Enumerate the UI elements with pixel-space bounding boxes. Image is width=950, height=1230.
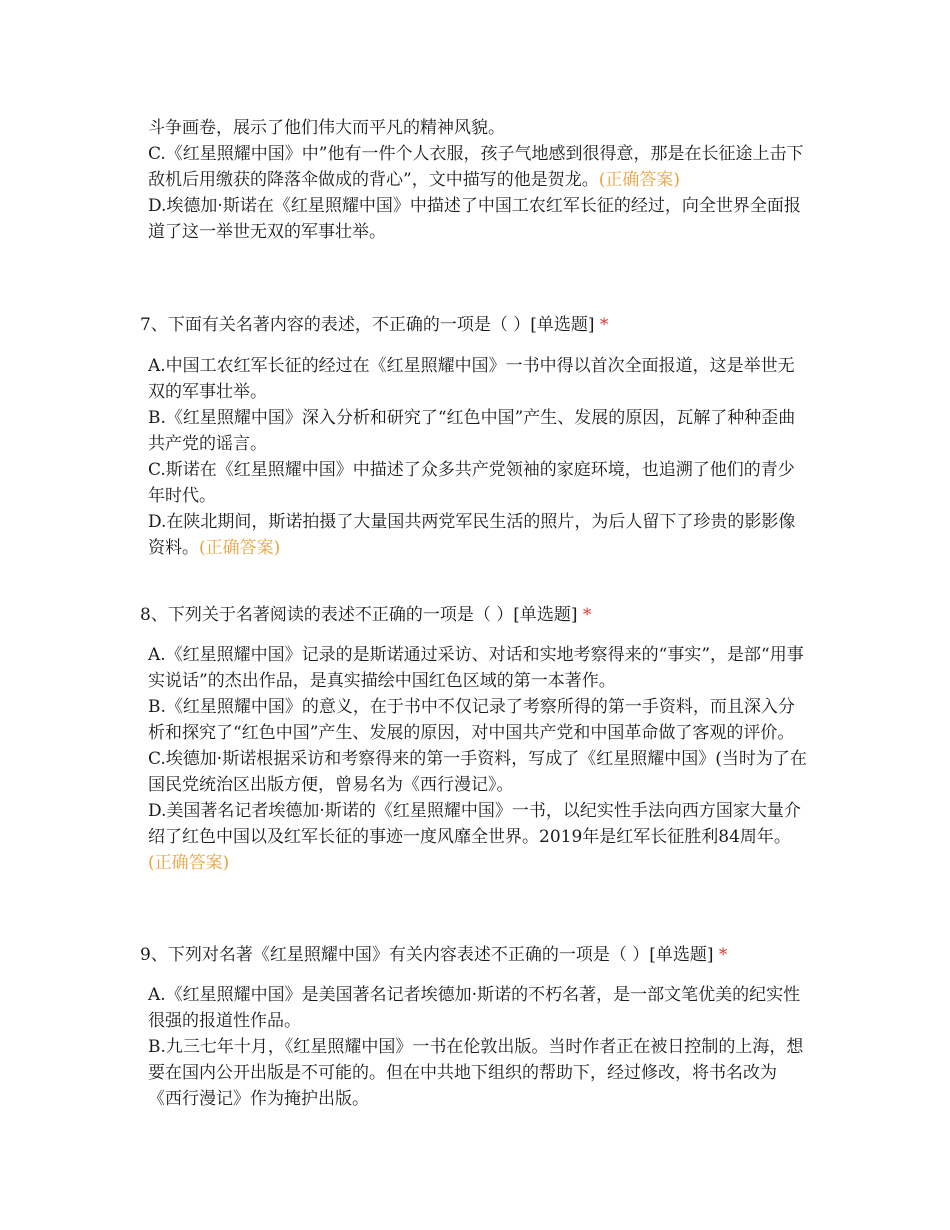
option-text: B.《红星照耀中国》深入分析和研究了“红色中国”产生、发展的原因，瓦解了种种歪曲共产党的谣言。 <box>148 408 796 454</box>
option-c[interactable] <box>148 457 810 509</box>
required-mark: * <box>599 315 609 335</box>
option-c[interactable] <box>148 141 810 193</box>
option-a[interactable] <box>148 353 810 405</box>
option-text: B.九三七年十月，《红星照耀中国》一书在伦敦出版。当时作者正在被日控制的上海，想要在国内公开出版是不可能的。但在中共地下组织的帮助下，经过修改，将书名改为《西行漫记》作为掩护出版。 <box>148 1037 804 1109</box>
option-a[interactable] <box>148 982 810 1034</box>
option-text: A.《红星照耀中国》是美国著名记者埃德加·斯诺的不朽名著，是一部文笔优美的纪实性很强的报道性作品。 <box>148 985 801 1031</box>
option-text: A.《红星照耀中国》记录的是斯诺通过采访、对话和实地考察得来的“事实”，是部“用事实说话”的杰出作品，是真实描绘中国红色区域的第一本著作。 <box>148 645 804 691</box>
option-d[interactable] <box>148 509 810 561</box>
option-b[interactable] <box>148 694 810 746</box>
option-text: C.斯诺在《红星照耀中国》中描述了众多共产党领袖的家庭环境，也追溯了他们的青少年时代。 <box>148 460 795 506</box>
option-text: D.埃德加·斯诺在《红星照耀中国》中描述了中国工农红军长征的经过，向全世界全面报道了这一举世无双的军事壮举。 <box>148 196 801 242</box>
option-b[interactable] <box>148 405 810 457</box>
question-6-continuation <box>148 115 810 245</box>
option-text: B.《红星照耀中国》的意义，在于书中不仅记录了考察所得的第一手资料，而且深入分析和探究了“红色中国”产生、发展的原因，对中国共产党和中国革命做了客观的评价。 <box>148 697 795 743</box>
option-c[interactable] <box>148 746 810 798</box>
question-7-options <box>148 353 810 561</box>
option-d[interactable] <box>148 193 810 245</box>
option-text: D.在陕北期间，斯诺拍摄了大量国共两党军民生活的照片，为后人留下了珍贵的影影像资料。 <box>148 512 796 558</box>
option-text: C.埃德加·斯诺根据采访和考察得来的第一手资料，写成了《红星照耀中国》(当时为了在国民党统治区出版方便，曾易名为《西行漫记》。 <box>148 749 807 795</box>
question-text: 9、下列对名著《红星照耀中国》有关内容表述不正确的一项是（ ）[单选题] <box>140 945 714 965</box>
option-text: D.美国著名记者埃德加·斯诺的《红星照耀中国》一书，以纪实性手法向西方国家大量介绍了红色中国以及红军长征的事迹一度风靡全世界。2019年是红军长征胜利84周年。 <box>148 801 801 847</box>
question-text: 7、下面有关名著内容的表述，不正确的一项是（ ）[单选题] <box>140 315 595 335</box>
question-8-title <box>140 602 840 628</box>
question-8-options <box>148 642 810 876</box>
question-7-title <box>140 312 840 338</box>
correct-answer-tag: (正确答案) <box>598 170 680 190</box>
option-a[interactable] <box>148 642 810 694</box>
correct-answer-tag: (正确答案) <box>148 853 230 873</box>
option-b-tail: 斗争画卷，展示了他们伟大而平凡的精神风貌。 <box>148 118 505 138</box>
correct-answer-tag: (正确答案) <box>199 538 281 558</box>
question-text: 8、下列关于名著阅读的表述不正确的一项是（ ）[单选题] <box>140 605 578 625</box>
option-d[interactable] <box>148 798 810 876</box>
option-b[interactable] <box>148 1034 810 1112</box>
option-text: C.《红星照耀中国》中”他有一件个人衣服，孩子气地感到很得意，那是在长征途上击下敌机后用缴获的降落伞做成的背心”，文中描写的他是贺龙。 <box>148 144 804 190</box>
option-text: A.中国工农红军长征的经过在《红星照耀中国》一书中得以首次全面报道，这是举世无双的军事壮举。 <box>148 356 795 402</box>
question-9-options <box>148 982 810 1112</box>
required-mark: * <box>718 945 728 965</box>
question-9-title <box>140 942 840 968</box>
required-mark: * <box>582 605 592 625</box>
